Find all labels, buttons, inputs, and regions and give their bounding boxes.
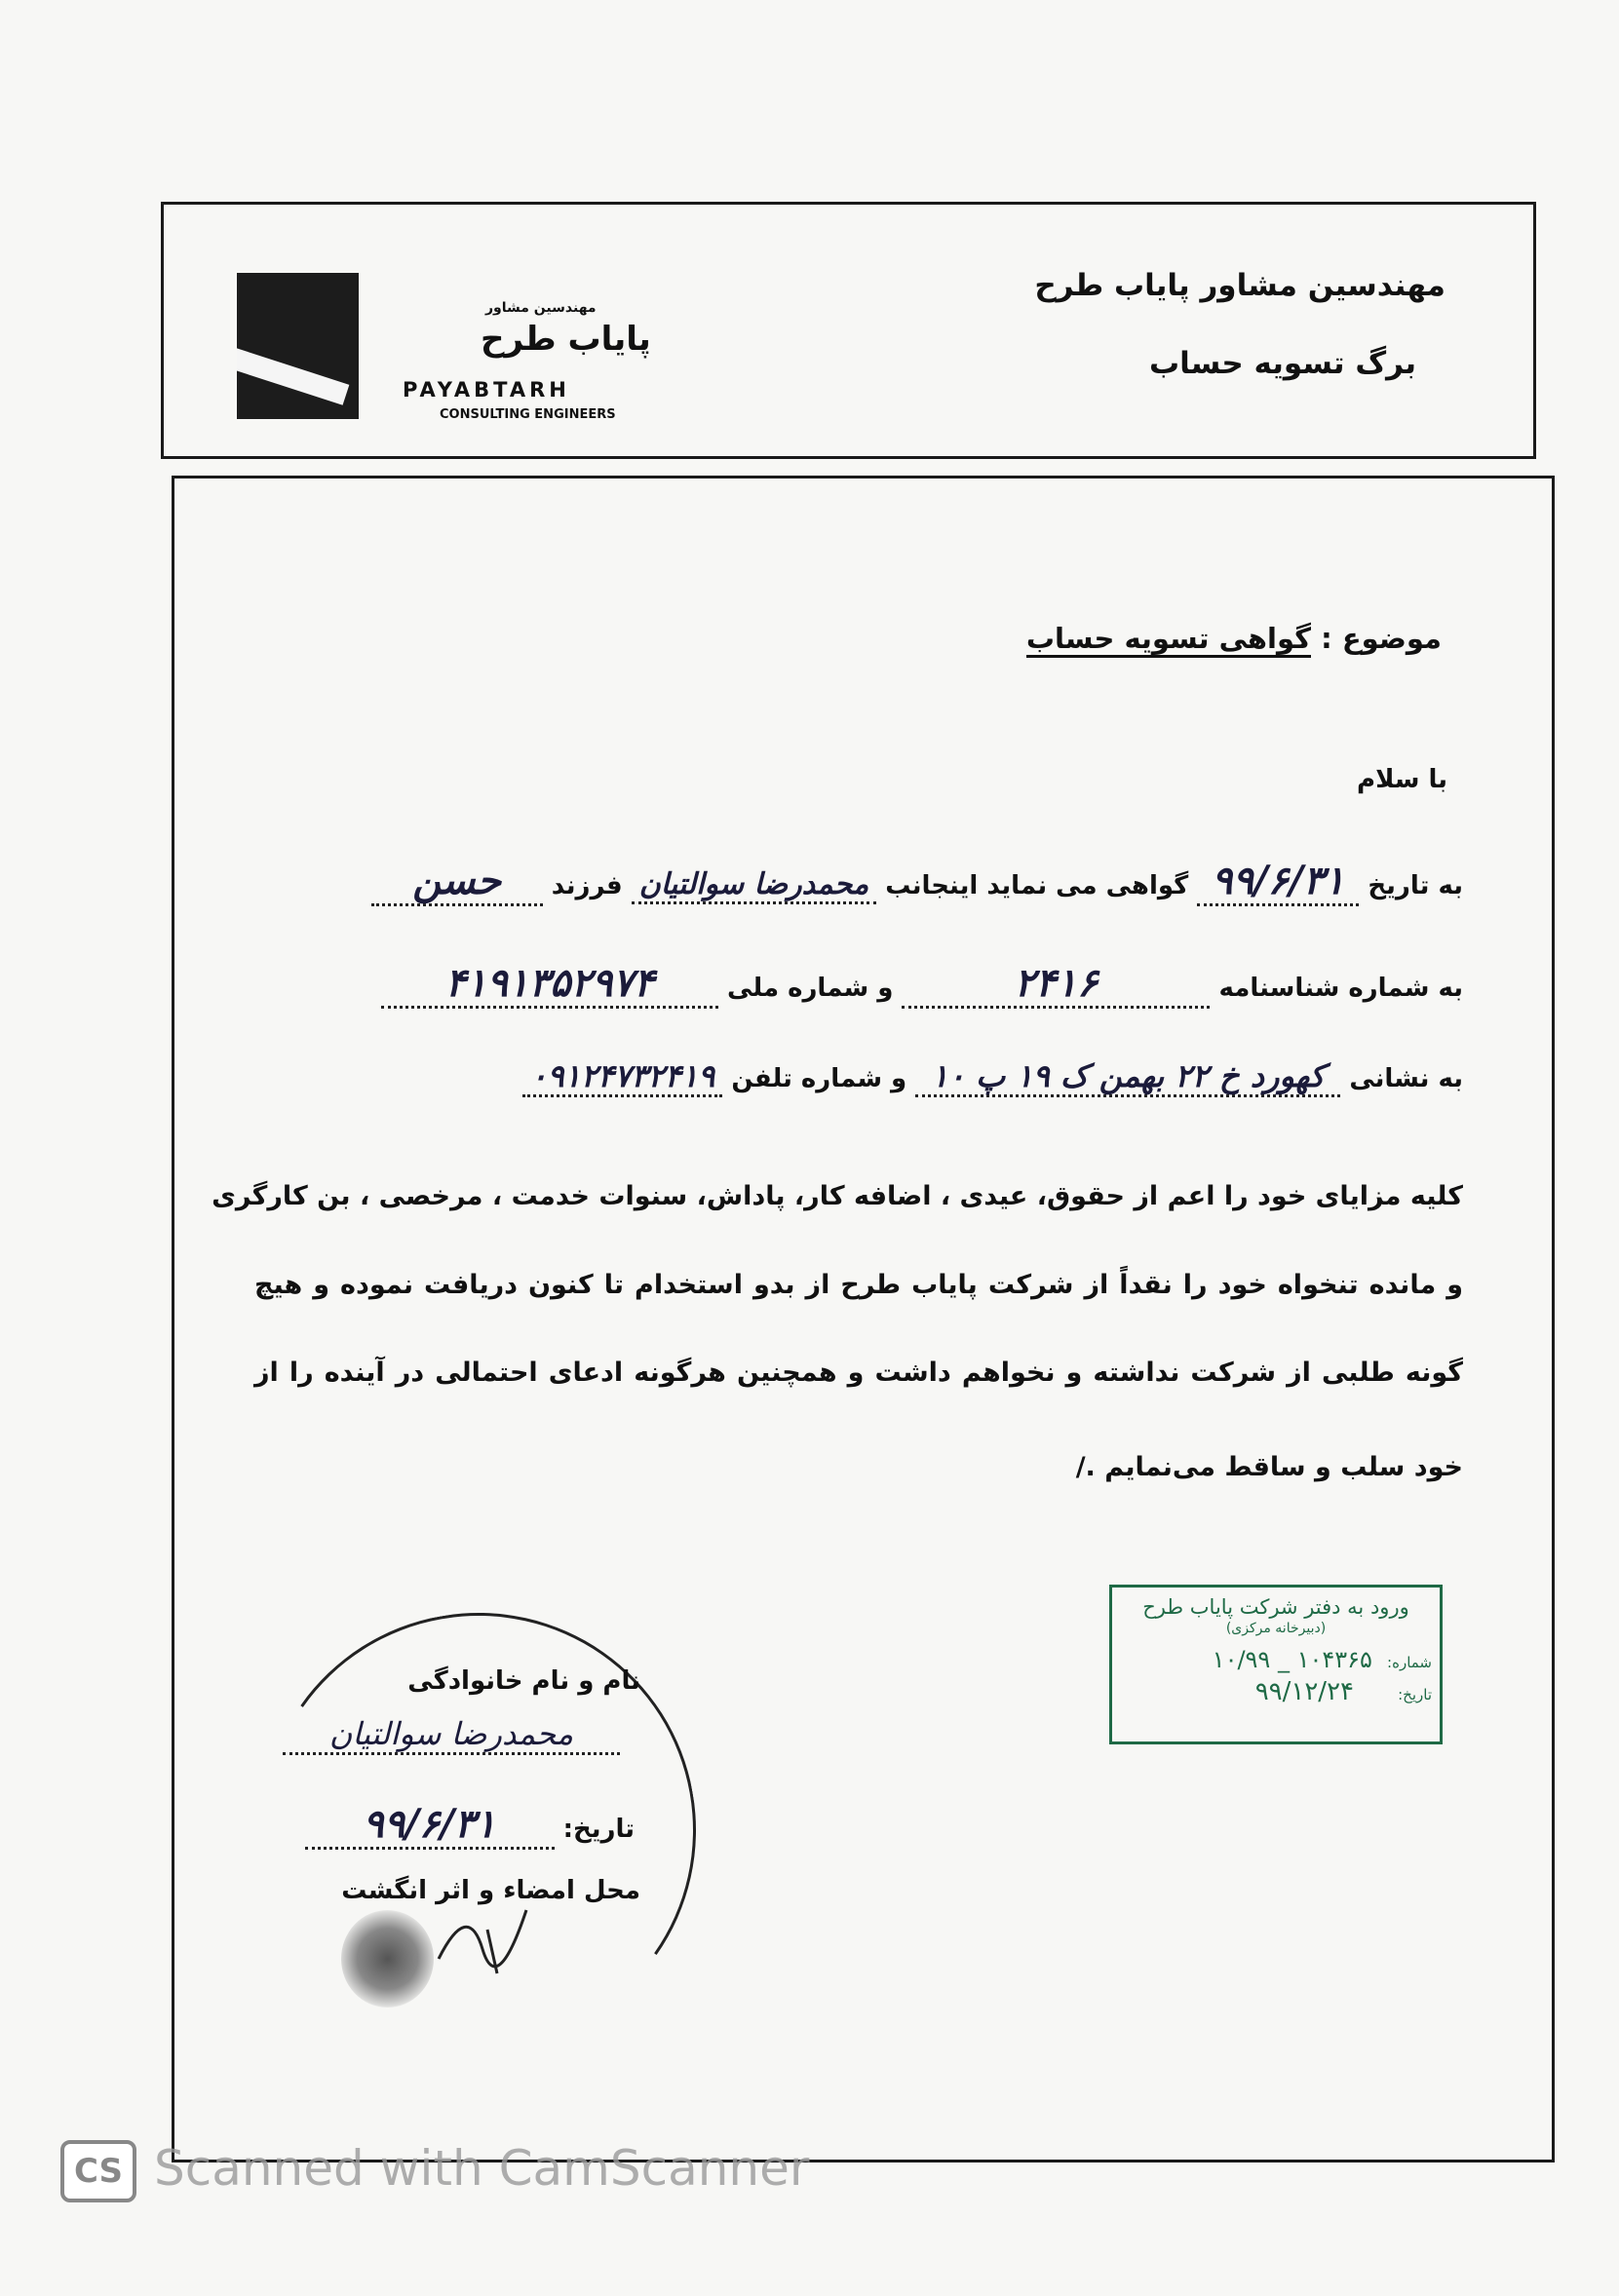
stamp-date-value: ۹۹/۱۲/۲۴ — [1254, 1677, 1354, 1706]
fingerprint — [341, 1910, 434, 2008]
camscanner-badge-text: CS — [73, 2152, 124, 2191]
header-box — [161, 202, 1536, 459]
signature-scribble — [429, 1891, 546, 1978]
signature-date-value: ۹۹/۶/۳۱ — [305, 1801, 555, 1850]
line-ids — [381, 960, 1463, 1009]
form-title: برگ تسویه حساب — [1149, 346, 1416, 381]
signature-name-value: محمدرضا سوالتیان — [283, 1715, 620, 1755]
signature-name-label: نام و نام خانوادگی — [407, 1666, 640, 1696]
camscanner-badge — [60, 2140, 136, 2202]
stamp-number-value: ۱۰۴۳۶۵ _ ۱۰/۹۹ — [1212, 1646, 1372, 1673]
body-line: خود سلب و ساقط می‌نمایم ./ — [1075, 1452, 1463, 1482]
employee-name: محمدرضا سوالتیان — [632, 867, 876, 904]
phone-label: و شماره تلفن — [731, 1064, 907, 1093]
line-address — [522, 1057, 1463, 1097]
national-value: ۴۱۹۱۳۵۲۹۷۴ — [381, 960, 718, 1009]
certify-text: گواهی می نماید اینجانب — [885, 871, 1189, 900]
stamp-number-label: شماره: — [1387, 1654, 1432, 1671]
logo-en-name: PAYABTARH — [403, 378, 570, 402]
logo-mark — [237, 273, 359, 419]
address-value: کهورد خ ۲۲ بهمن ک ۱۹ پ ۱۰ — [915, 1057, 1340, 1097]
subject-text: گواهی تسویه حساب — [1026, 622, 1311, 658]
logo-fa-small: مهندسین مشاور — [485, 300, 597, 316]
phone-value: ۰۹۱۲۴۷۳۲۴۱۹ — [522, 1057, 722, 1097]
id-label: به شماره شناسنامه — [1218, 974, 1463, 1003]
subject — [1026, 622, 1442, 655]
logo-fa-large: پایاب طرح — [481, 320, 651, 359]
line-date-name — [371, 858, 1463, 906]
stamp-title: ورود به دفتر شرکت پایاب طرح — [1142, 1595, 1409, 1619]
subject-label: موضوع : — [1321, 622, 1442, 655]
body-line: گونه طلبی از شرکت نداشته و نخواهم داشت و همچنین هرگونه ادعای احتمالی در آینده را از — [254, 1358, 1463, 1388]
body-line: کلیه مزایای خود را اعم از حقوق، عیدی ، اضافه کار، پاداش، سنوات خدمت ، مرخصی ، بن کارگری — [212, 1181, 1463, 1211]
date-value: ۹۹/۶/۳۱ — [1197, 858, 1359, 906]
stamp-subtitle: (دبیرخانه مرکزی) — [1225, 1621, 1327, 1636]
body-line: و مانده تنخواه خود را نقداً از شرکت پایاب طرح از بدو استخدام تا کنون دریافت نموده و هیچ — [254, 1270, 1463, 1300]
stamp-date-label: تاریخ: — [1398, 1686, 1432, 1703]
signature-place-label: محل امضاء و اثر انگشت — [341, 1876, 640, 1905]
date-label: به تاریخ — [1368, 871, 1463, 900]
logo-en-sub: CONSULTING ENGINEERS — [440, 407, 616, 422]
father-name: حسن — [371, 858, 543, 906]
greeting: با سلام — [1357, 765, 1447, 794]
national-label: و شماره ملی — [727, 974, 894, 1003]
registry-stamp — [1109, 1585, 1443, 1744]
child-of-label: فرزند — [551, 871, 623, 900]
id-value: ۲۴۱۶ — [902, 960, 1210, 1009]
address-label: به نشانی — [1349, 1064, 1463, 1093]
company-name: مهندسین مشاور پایاب طرح — [1034, 268, 1446, 303]
signature-date-label: تاریخ: — [562, 1815, 635, 1844]
camscanner-watermark: Scanned with CamScanner — [154, 2140, 810, 2197]
signature-date — [305, 1801, 635, 1850]
